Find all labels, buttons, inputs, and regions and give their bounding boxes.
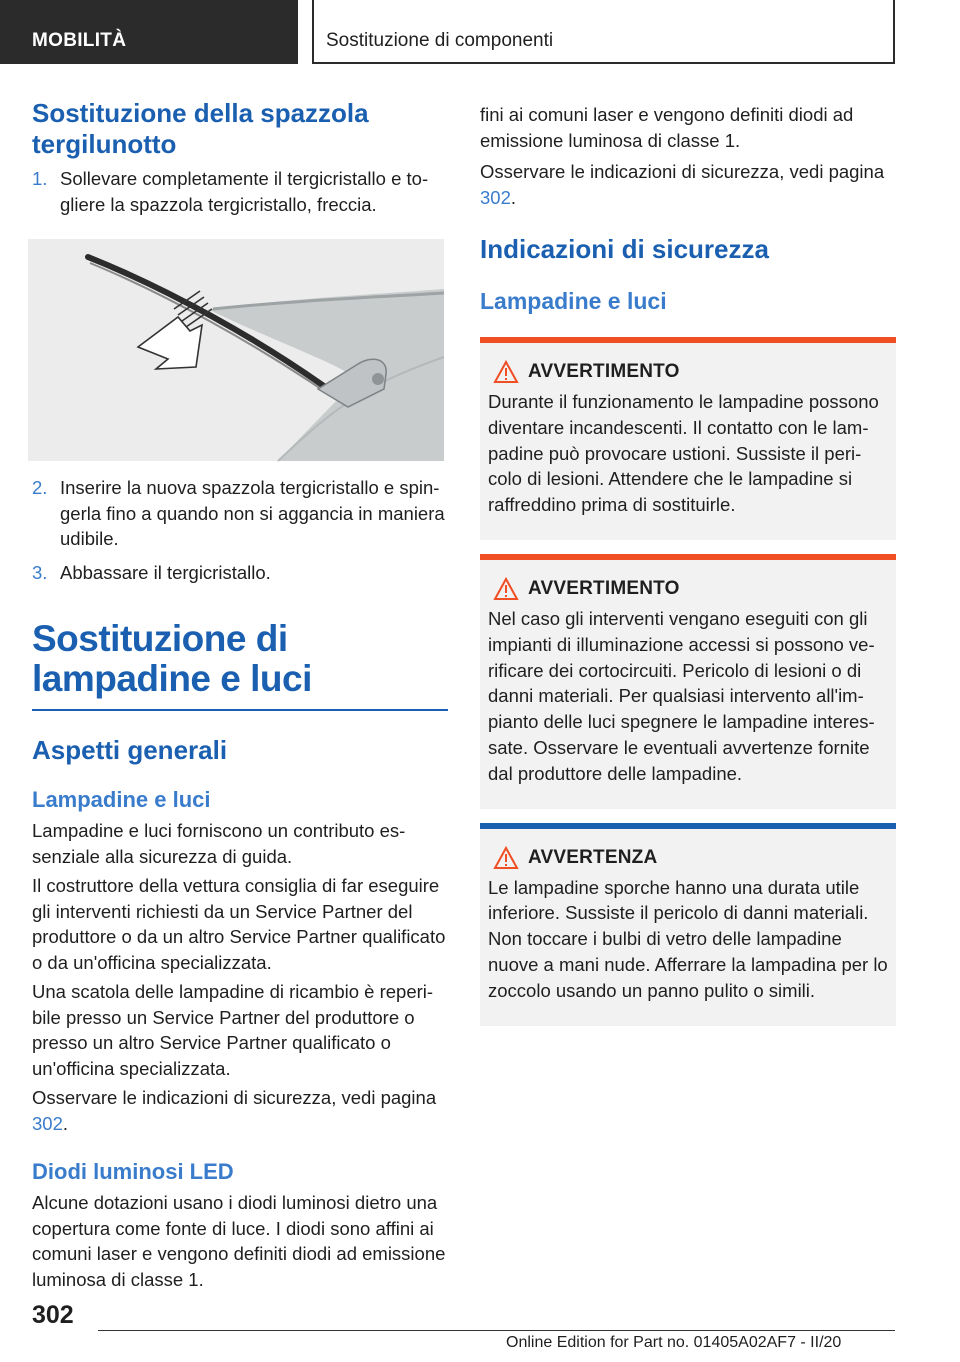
text: .	[62, 1112, 69, 1134]
notice-title: AVVERTENZA	[528, 846, 658, 868]
notice-box	[480, 823, 896, 1026]
step-number: 1.	[32, 168, 48, 189]
lamps-paragraph-3: Una scatola delle lampadine di ricambio è reperibile presso un Service Partner del produttore o presso un altro Service Partner qualificato o un'officina specializzata.	[32, 981, 434, 1079]
notice-header	[494, 847, 888, 869]
right-column	[480, 98, 896, 1026]
page-number: 302	[32, 1301, 74, 1329]
footer-divider	[98, 1330, 895, 1331]
section-divider	[32, 709, 448, 711]
warning-triangle-icon	[494, 361, 518, 383]
rear-wiper-image	[28, 239, 444, 461]
lamps-paragraph-1: Lampadine e luci forniscono un contributo essenziale alla sicurezza di guida.	[32, 820, 406, 867]
wiper-illustration	[28, 239, 444, 461]
page-link-302[interactable]: 302	[480, 186, 511, 208]
text: .	[510, 186, 517, 208]
warning-triangle-icon	[494, 847, 518, 869]
wiper-step-3	[32, 560, 448, 586]
wiper-step-2	[32, 475, 448, 552]
text: Osservare le indicazioni di sicurezza, vedi pagina	[480, 161, 885, 182]
warning-header	[494, 361, 888, 383]
wiper-section-title: Sostituzione della spazzola tergilunotto	[32, 98, 369, 159]
warning-box-1	[480, 337, 896, 540]
lamps-section-title: Sostituzione di lampadine e luci	[32, 618, 312, 699]
warning-title: AVVERTIMENTO	[528, 361, 680, 382]
step-text: Inserire la nuova spazzola tergicristallo e spingerla fino a quando non si aggancia in maniera udibile.	[60, 477, 445, 549]
general-title: Aspetti generali	[32, 735, 228, 765]
lamps-paragraph-2: Il costruttore della vettura consiglia di far eseguire gli interventi richiesti da un Service Partner del produttore o da un altro Service Partner qualificato o da un'officina specializzata.	[32, 875, 446, 973]
lamps-subtitle: Lampadine e luci	[32, 787, 211, 812]
led-paragraph-1: Alcune dotazioni usano i diodi luminosi dietro una copertura come fonte di luce. I diodi sono affini ai comuni laser e vengono definiti diodi ad emissione luminosa di classe 1.	[32, 1192, 446, 1290]
header-section-tab: MOBILITÀ	[0, 0, 298, 64]
warning-header	[494, 578, 888, 600]
warning-body: Durante il funzionamento le lampadine possono diventare incandescenti. Il contatto con le lampadine può provocare ustioni. Sussiste il pericolo di lesioni. Attendere che le lampadine si raffreddino prima di sostituirle.	[488, 391, 879, 516]
wiper-step-1	[32, 166, 448, 217]
step-number: 3.	[32, 561, 48, 583]
safety-title: Indicazioni di sicurezza	[480, 234, 769, 264]
led-subtitle: Diodi luminosi LED	[32, 1159, 234, 1184]
step-number: 2.	[32, 477, 48, 498]
text: Osservare le indicazioni di sicurezza, vedi pagina	[32, 1087, 437, 1108]
safety-subtitle: Lampadine e luci	[480, 288, 667, 314]
lamps-paragraph-4	[32, 1085, 448, 1136]
warning-triangle-icon	[494, 578, 518, 600]
warning-body: Nel caso gli interventi vengano eseguiti con gli impianti di illuminazione accessi si possono verificare dei cortocircuiti. Pericolo di lesioni o di danni materiali. Per qualsiasi intervento all'impianto delle luci spegnere le lampadine interessate. Osservare le eventuali avvertenze fornite dal produttore delle lampadine.	[488, 607, 875, 784]
notice-body: Le lampadine sporche hanno una durata utile inferiore. Sussiste il pericolo di danni materiali. Non toccare i bulbi di vetro delle lampadine nuove a mani nude. Afferrare la lampadina per lo zoccolo usando un panno pulito o simili.	[488, 876, 888, 1001]
page-link-302[interactable]: 302	[32, 1112, 63, 1134]
header-chapter-title: Sostituzione di componenti	[312, 0, 895, 64]
step-text: Sollevare completamente il tergicristallo e togliere la spazzola tergicristallo, freccia.	[60, 168, 429, 215]
footer-edition: Online Edition for Part no. 01405A02AF7 - II/20	[506, 1334, 842, 1351]
led-paragraph-2	[480, 159, 896, 210]
warning-title: AVVERTIMENTO	[528, 577, 680, 599]
left-column	[32, 98, 448, 1290]
warning-box-2	[480, 554, 896, 809]
led-paragraph-1-continued: fini ai comuni laser e vengono definiti diodi ad emissione luminosa di classe 1.	[480, 104, 854, 151]
step-text: Abbassare il tergicristallo.	[60, 561, 271, 583]
